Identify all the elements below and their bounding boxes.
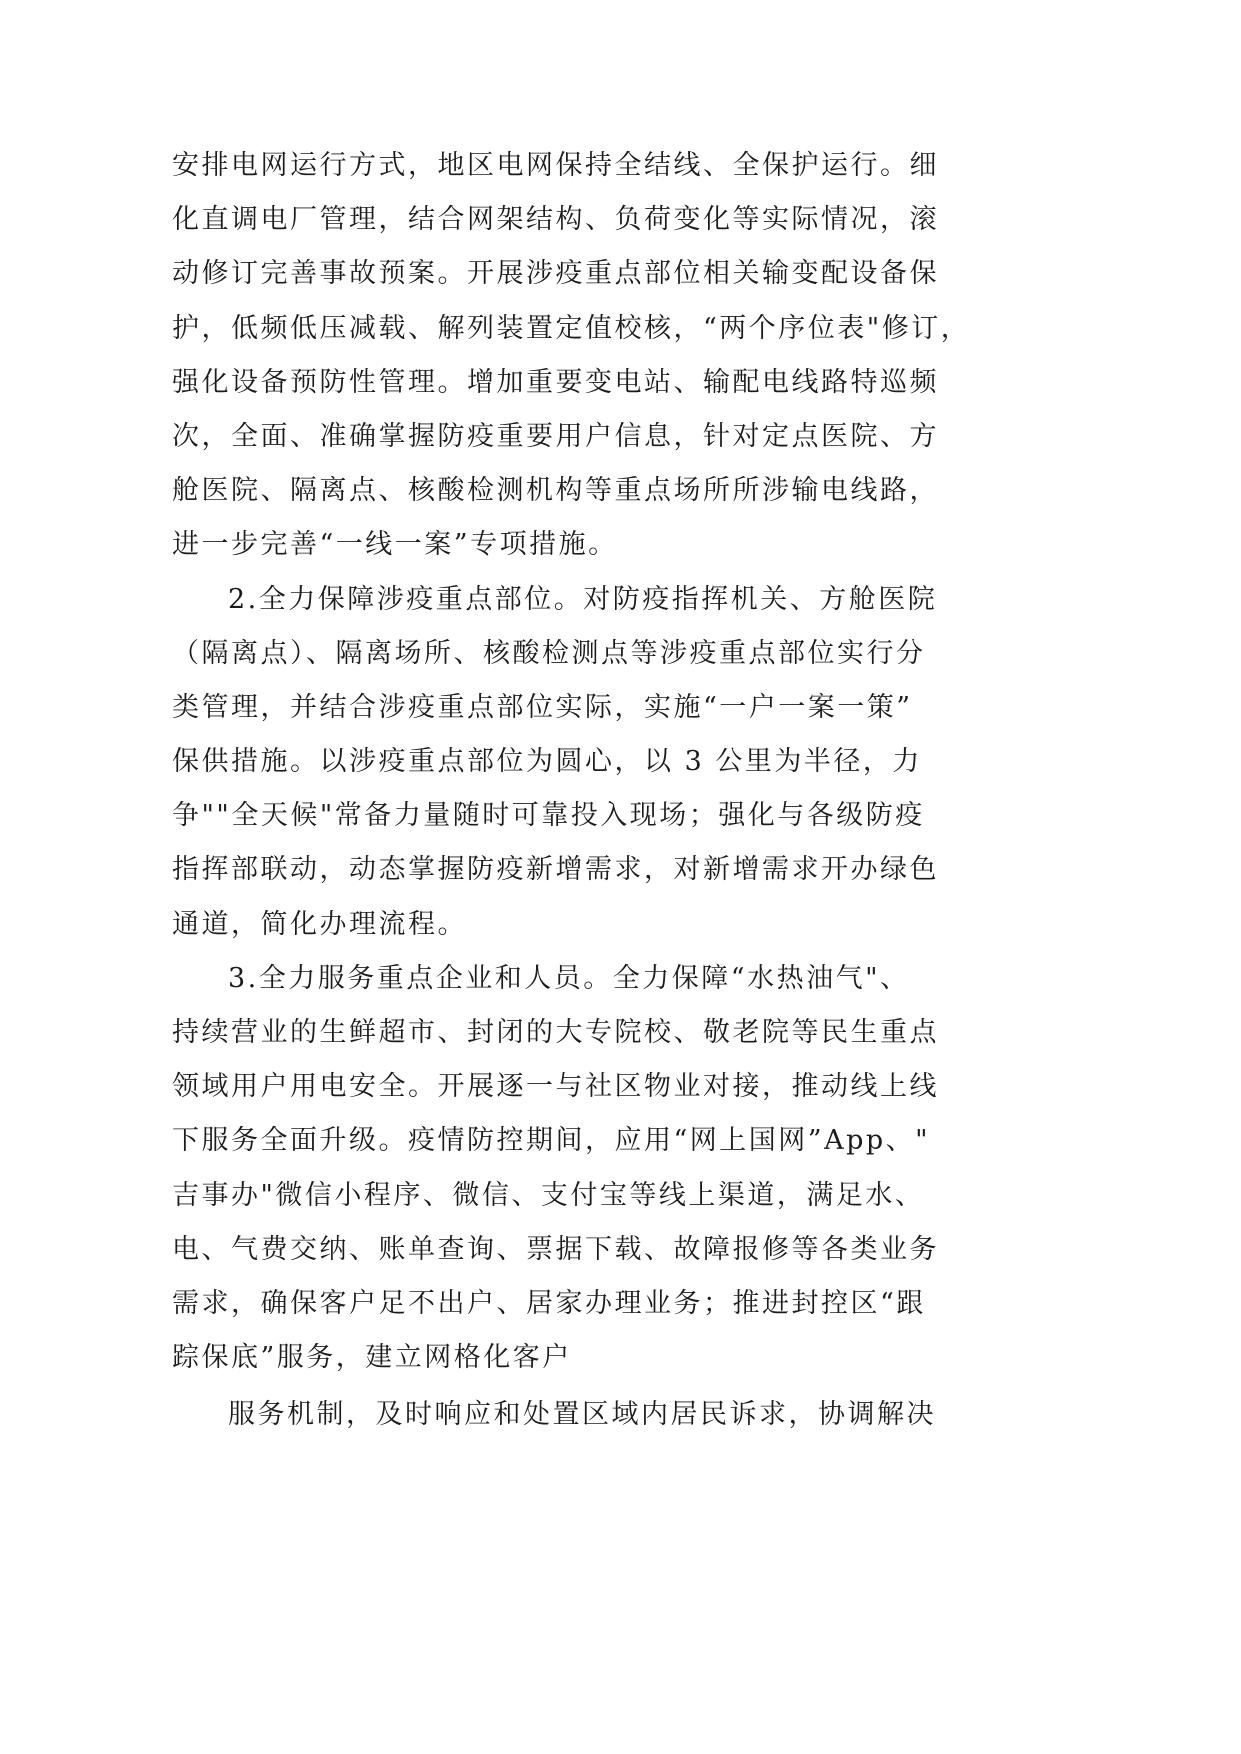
text-line: （隔离点）、隔离场所、核酸检测点等涉疫重点部位实行分 (172, 637, 926, 669)
paragraph (172, 573, 972, 952)
text-line: 类管理，并结合涉疫重点部位实际，实施“一户一案一策” (172, 691, 913, 723)
text-line: 强化设备预防性管理。增加重要变电站、输配电线路特巡频 (172, 366, 939, 398)
text-line: 吉事办"微信小程序、微信、支付宝等线上渠道，满足水、 (172, 1179, 925, 1211)
text-line: 次，全面、准确掌握防疫重要用户信息，针对定点医院、方 (172, 420, 939, 452)
text-line: 保供措施。以涉疫重点部位为圆心，以 3 公里为半径，力 (172, 746, 922, 778)
text-line: 3.全力服务重点企业和人员。全力保障“水热油气"、 (228, 962, 910, 994)
text-line: 通道，简化办理流程。 (172, 908, 467, 940)
document-body (172, 139, 972, 1443)
text-line: 争""全天候"常备力量随时可靠投入现场；强化与各级防疫 (172, 800, 925, 832)
text-line: 护，低频低压减载、解列装置定值校核，“两个序位表"修订， (172, 312, 971, 344)
text-line: 进一步完善“一线一案”专项措施。 (172, 529, 618, 561)
text-line: 安排电网运行方式，地区电网保持全结线、全保护运行。细 (172, 150, 939, 181)
paragraph (172, 1388, 972, 1442)
paragraph (172, 139, 972, 573)
text-line: 2.全力保障涉疫重点部位。对防疫指挥机关、方舱医院 (228, 583, 938, 615)
text-line: 指挥部联动，动态掌握防疫新增需求，对新增需求开办绿色 (172, 854, 939, 886)
text-line: 需求，确保客户足不出户、居家办理业务；推进封控区“跟 (172, 1287, 926, 1319)
text-line: 动修订完善事故预案。开展涉疫重点部位相关输变配设备保 (172, 258, 939, 290)
text-line: 服务机制，及时响应和处置区域内居民诉求，协调解决 (228, 1399, 936, 1431)
text-line: 下服务全面升级。疫情防控期间，应用“网上国网”App、" (172, 1125, 931, 1157)
text-line: 电、气费交纳、账单查询、票据下载、故障报修等各类业务 (172, 1233, 939, 1265)
text-line: 踪保底”服务，建立网格化客户 (172, 1342, 572, 1374)
text-line: 舱医院、隔离点、核酸检测机构等重点场所所涉输电线路， (172, 475, 939, 507)
paragraph (172, 952, 972, 1386)
text-line: 化直调电厂管理，结合网架结构、负荷变化等实际情况，滚 (172, 204, 939, 236)
text-line: 领域用户用电安全。开展逐一与社区物业对接，推动线上线 (172, 1071, 939, 1103)
text-line: 持续营业的生鲜超市、封闭的大专院校、敬老院等民生重点 (172, 1017, 939, 1048)
